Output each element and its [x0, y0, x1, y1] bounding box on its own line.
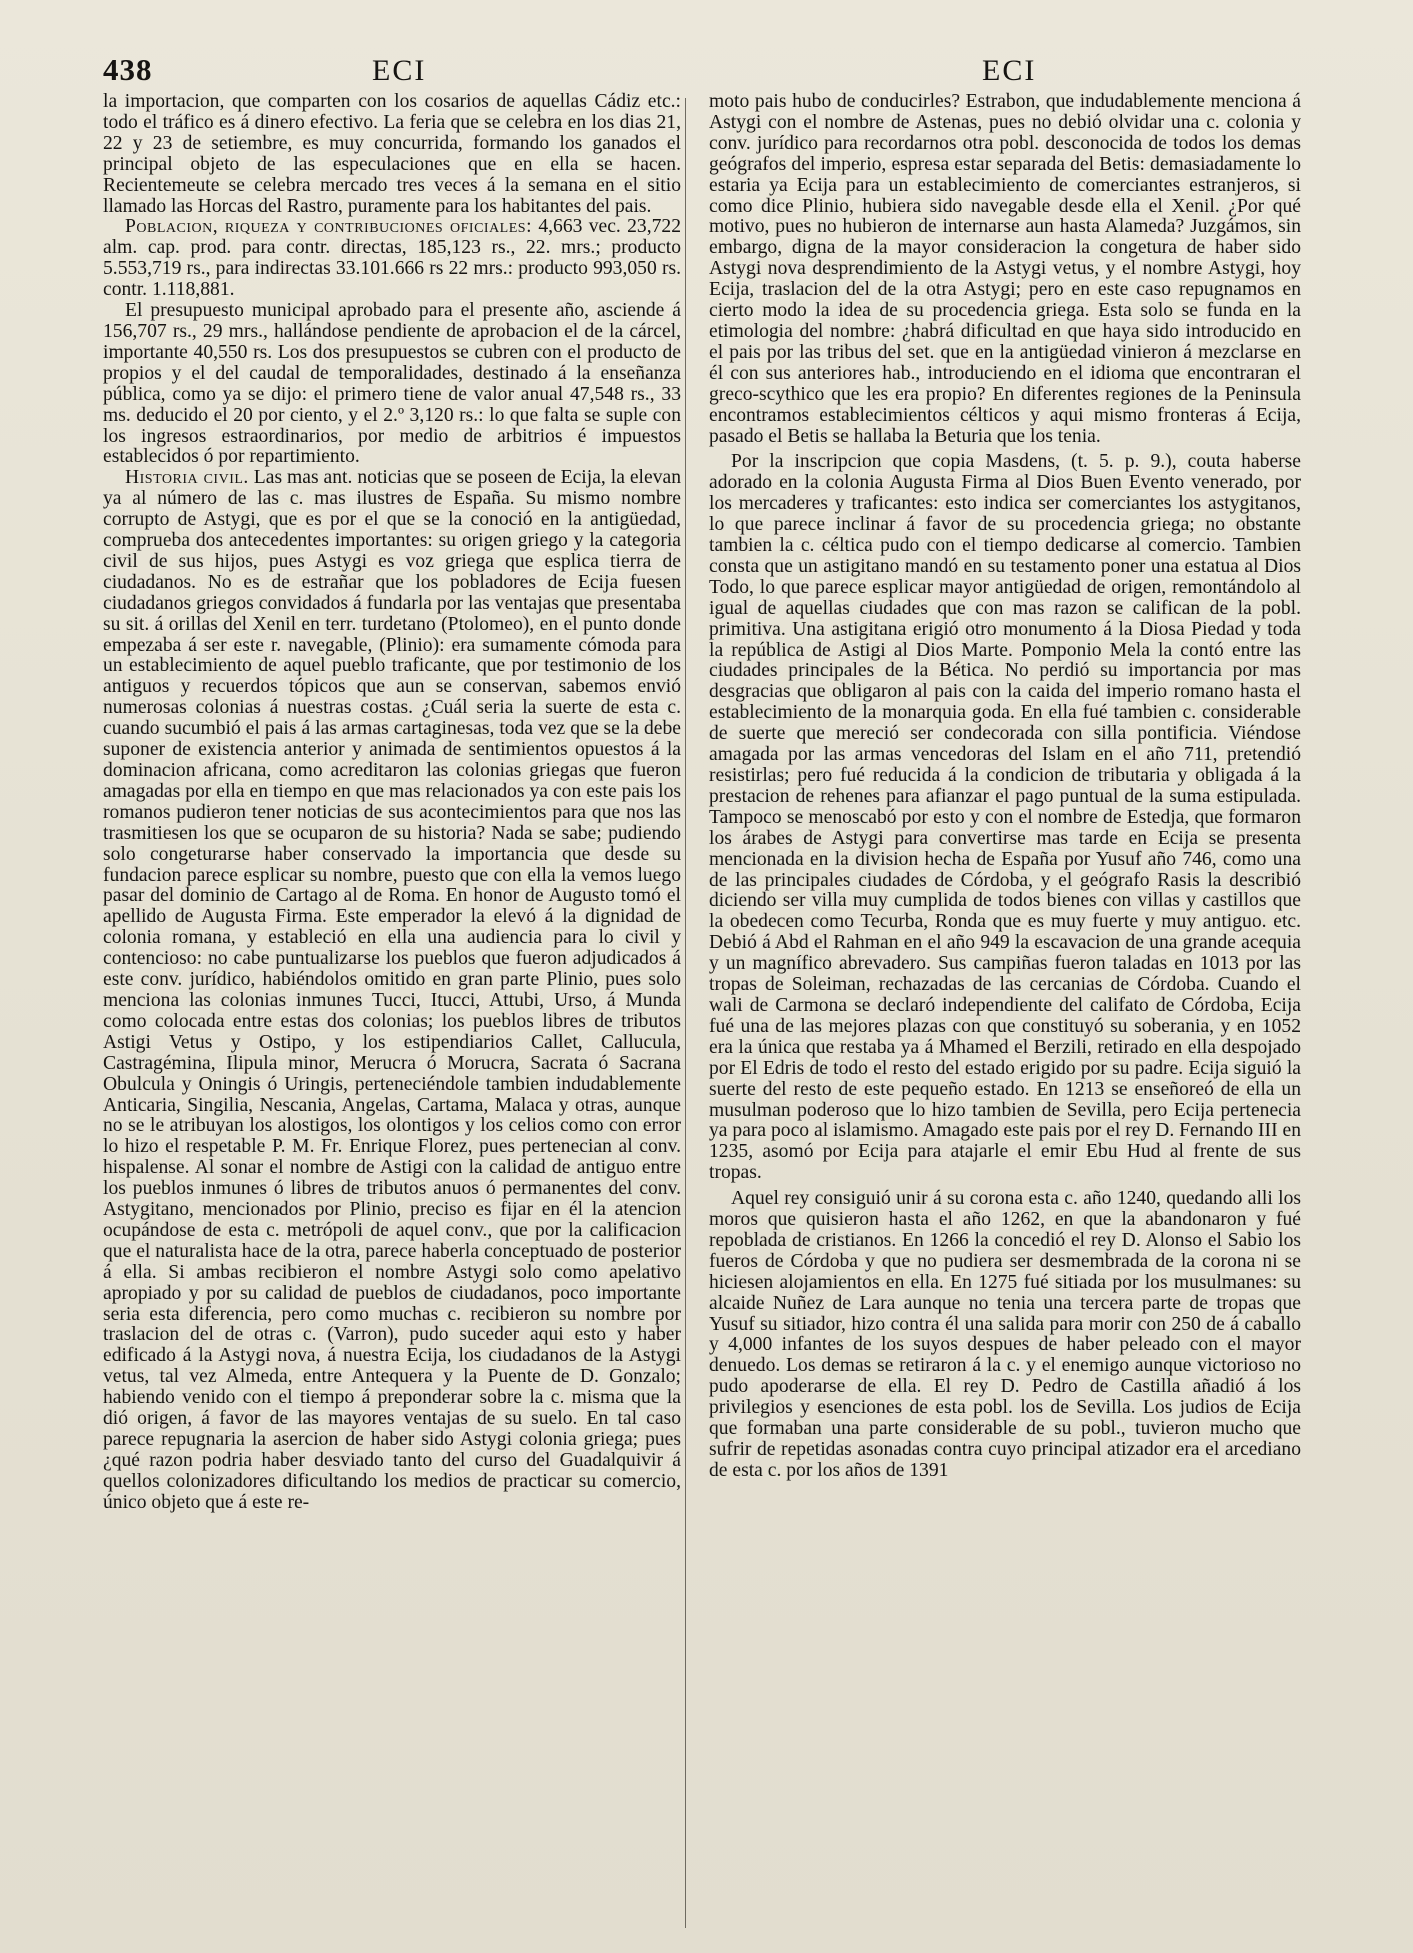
- page-number: 438: [103, 52, 153, 87]
- paragraph-budget: El presupuesto municipal aprobado para el presente año, asciende á 156,707 rs., 29 mrs., hallándose pendiente de aprobacion el de la cárcel, importante 40,550 rs. Los dos presupuestos se cubren con el producto de propios y el del caudal de temporalidades, destinado á la enseñanza pública, como ya se dijo: el primero tiene de valor anual 47,548 rs., 33 ms. deducido el 20 por ciento, y el 2.º 3,120 rs.: lo que falta se suple con los ingresos estraordinarios, por medio de arbitrios é impuestos establecidos ó por repartimiento.: [103, 300, 681, 468]
- paragraph-reconquest: Aquel rey consiguió unir á su corona esta c. año 1240, quedando alli los moros que quisieron hasta el año 1262, en que la abandonaron y fué repoblada de cristianos. En 1266 la concedió el rey D. Alonso el Sabio los fueros de Córdoba y que no pudiera ser desmembrada de la corona ni se hiciesen alojamientos en ella. En 1275 fué sitiada por los musulmanes: su alcaide Nuñez de Lara aunque no tenia una tercera parte de tropas que Yusuf su sitiador, hizo contra él una salida para morir con 250 de á caballo y 4,000 infantes de los suyos despues de haber peleado con el mayor denuedo. Los demas se retiraron á la c. y el enemigo aunque victorioso no pudo apoderarse de ella. El rey D. Pedro de Castilla añadió á los privilegios y esenciones de esta pobl. los de Sevilla. Los judios de Ecija que formaban una parte considerable de su pobl., tuvieron mucho que sufrir de repetidas asonadas contra cuyo principal atizador era el arcediano de esta c. por los años de 1391: [709, 1188, 1301, 1481]
- running-head-left: ECI: [372, 54, 427, 87]
- left-column: [103, 92, 681, 1514]
- column-divider: [685, 98, 686, 1928]
- paragraph-population: [103, 217, 681, 301]
- section-heading-history: Historia civil.: [125, 467, 249, 489]
- section-heading-population: Poblacion, riqueza y contribuciones oficiales:: [125, 216, 533, 238]
- paragraph-inscription: Por la inscripcion que copia Masdens, (t. 5. p. 9.), couta haberse adorado en la colonia Augusta Firma al Dios Buen Evento venerado, por los mercaderes y traficantes: esto indica ser comerciantes los astygitanos, lo que parece inclinar á favor de su procedencia griega; no obstante tambien la c. céltica pudo con el tiempo dedicarse al comercio. Tambien consta que un astigitano mandó en su testamento poner una estatua al Dios Todo, lo que parece esplicar mayor antigüedad de origen, remontándolo al igual de aquellas ciudades que con mas razon se califican de la pobl. primitiva. Una astigitana erigió otro monumento á la Diosa Piedad y toda la república de Astigi al Dios Marte. Pomponio Mela la contó entre las ciudades principales de la Bética. No perdió su importancia por mas desgracias que obligaron al pais con la caida del imperio romano hasta el establecimiento de la monarquia goda. En ella fué tambien c. considerable de suerte que mereció ser condecorada con silla pontificia. Viéndose amagada por las armas vencedoras del Islam en el año 711, pretendió resistirlas; pero fué reducida á la condicion de tributaria y obligada á la prestacion de rehenes para afianzar el pago puntual de la suma estipulada. Tampoco se menoscabó por esto y con el nombre de Estedja, que formaron los árabes de Astygi para convertirse mas tarde en Ecija se presenta mencionada en la division hecha de España por Yusuf año 746, como una de las principales ciudades de Córdoba, y el geógrafo Rasis la describió diciendo ser villa muy cumplida de todos bienes con villas y castillos que la obedecen como Tecurba, Ronda que es muy fuerte y muy antiguo. etc. Debió á Abd el Rahman en el año 949 la escavacion de una grande acequia y un magnífico abrevadero. Sus campiñas fueron taladas en 1013 por las tropas de Soleiman, rechazadas de las cercanias de Córdoba. Cuando el wali de Carmona se declaró independiente del califato de Córdoba, Ecija fué una de las mejores plazas con que constituyó su soberania, y en 1052 era la única que restaba ya á Mhamed el Berzili, retirado en ella despojado por El Edris de todo el resto del estado erigido por su padre. Ecija siguió la suerte del resto de este pequeño estado. En 1213 se enseñoreó de ella un musulman poderoso que lo hizo tambien de Sevilla, pero Ecija pertenecia ya para poco al islamismo. Amagado este pais por el rey D. Fernando III en 1235, asomó por Ecija para atajarle el emir Ebu Hud al frente de sus tropas.: [709, 451, 1301, 1184]
- right-column: [709, 92, 1301, 1482]
- paragraph-trade: la importacion, que comparten con los cosarios de aquellas Cádiz etc.: todo el tráfico es á dinero efectivo. La feria que se celebra en los dias 21, 22 y 23 de setiembre, es muy concurrida, formando los ganados el principal objeto de las especulaciones que en ella se hacen. Recientemeute se celebra mercado tres veces á la semana en el sitio llamado las Horcas del Rastro, puramente para los habitantes del pais.: [103, 91, 681, 217]
- running-head-right: ECI: [982, 54, 1037, 87]
- paragraph-history: [103, 468, 681, 1513]
- paragraph-strabo: moto pais hubo de conducirles? Estrabon, que indudablemente menciona á Astygi con el nombre de Astenas, pues no debió olvidar una c. colonia y conv. jurídico para recordarnos otra pobl. desconocida de todos los demas geógrafos del imperio, espresa estar separada del Betis: demasiadamente lo estaria ya Ecija para un establecimiento de comerciantes estranjeros, si como dice Plinio, hubiera sido navegable desde ella el Xenil. ¿Por qué motivo, pues no hubieron de internarse aun hasta Alameda? Juzgámos, sin embargo, digna de la mayor consideracion la congetura de haber sido Astygi nova desprendimiento de la Astygi vetus, y el nombre Astygi, hoy Ecija, traslacion del de la otra Astygi; pero en este caso repugnamos en cierto modo la idea de su procedencia griega. Esta solo se funda en la etimologia del nombre: ¿habrá dificultad en que haya sido introducido en el pais por las tribus del set. que en la antigüedad vinieron á mezclarse en él con sus anteriores hab., introduciendo en el idioma que encontraran el greco-scythico que les era propio? En diferentes regiones de la Peninsula encontramos establecimientos célticos y aqui mismo fronteras á Ecija, pasado el Betis se hallaba la Beturia que los tenia.: [709, 91, 1301, 447]
- history-text: Las mas ant. noticias que se poseen de Ecija, la elevan ya al número de las c. mas ilustres de España. Su mismo nombre corrupto de Astygi, que es por el que se la conoció en la antigüedad, comprueba dos antecedentes importantes: su origen griego y la categoria civil de sus hijos, pues Astygi es voz griega que esplica tierra de ciudadanos. No es de estrañar que los pobladores de Ecija fuesen ciudadanos griegos convidados á fundarla por las ventajas que presentaba su sit. á orillas del Xenil en terr. turdetano (Ptolomeo), en el punto donde empezaba á ser este r. navegable, (Plinio): era sumamente cómoda para un establecimiento de aquel pueblo traficante, que por testimonio de los antiguos y recuerdos tópicos que aun se conservan, sabemos envió numerosas colonias á nuestras costas. ¿Cuál seria la suerte de esta c. cuando sucumbió el pais á las armas cartaginesas, toda vez que se la debe suponer de existencia anterior y animada de sentimientos opuestos á la dominacion africana, como acreditaron las colonias griegas que fueron amagadas por ella en tiempo en que mas relacionados ya con este pais los romanos pudieron tener noticias de sus acontecimientos para que nos las trasmitiesen los que se ocuparon de su historia? Nada se sabe; pudiendo solo congeturarse haber conservado la importancia que desde su fundacion parece esplicar su nombre, puesto que con ella la vemos luego pasar del dominio de Cartago al de Roma. En honor de Augusto tomó el apellido de Augusta Firma. Este emperador la elevó á la dignidad de colonia romana, y estableció en ella una audiencia para lo civil y contencioso: no cabe puntualizarse los pueblos que fueron adjudicados á este conv. jurídico, habiéndolos omitido en gran parte Plinio, pues solo menciona las colonias inmunes Tucci, Itucci, Attubi, Urso, á Munda como colocada entre estas dos colonias; los pueblos libres de tributos Astigi Vetus y Ostipo, y los estipendiarios Callet, Callucula, Castragémina, Ilipula minor, Merucra ó Morucra, Sacrata ó Sacrana Obulcula y Oningis ó Uringis, perteneciéndole tambien indudablemente Anticaria, Singilia, Nescania, Angelas, Cartama, Malaca y otras, aunque no se le atribuyan los alostigos, los olontigos y los celios como con error lo hizo el respetable P. M. Fr. Enrique Florez, pues pertenecian al conv. hispalense. Al sonar el nombre de Astigi con la calidad de antiguo entre los pueblos inmunes ó libres de tributos anuos ó permanentes del conv. Astygitano, mencionados por Plinio, preciso es fijar en él la atencion ocupándose de esta c. metrópoli de aquel conv., que por la calificacion que el naturalista hace de la otra, parece haberla conceptuado de posterior á ella. Si ambas recibieron el nombre Astygi solo como apelativo apropiado y por su calidad de pueblos de ciudadanos, poco importante seria esta diferencia, pero como muchas c. recibieron su nombre por traslacion del de otras c. (Varron), pudo suceder aqui esto y haber edificado á la Astygi nova, á nuestra Ecija, los ciudadanos de la Astygi vetus, tal vez Almeda, entre Antequera y la Puente de D. Gonzalo; habiendo venido con el tiempo á preponderar sobre la c. misma que la dió origen, á favor de las mayores ventajas de su suelo. En tal caso parece repugnaria la asercion de haber sido Astygi colonia griega; pues ¿qué razon podria haber desviado tanto del curso del Guadalquivir á quellos colonizadores dificultando los medios de practicar su comercio, único objeto que á este re-: [103, 467, 681, 1513]
- population-text: 4,663 vec. 23,722 alm. cap. prod. para contr. directas, 185,123 rs., 22. mrs.; producto 5.553,719 rs., para indirectas 33.101.666 rs 22 mrs.: producto 993,050 rs. contr. 1.118,881.: [103, 216, 681, 301]
